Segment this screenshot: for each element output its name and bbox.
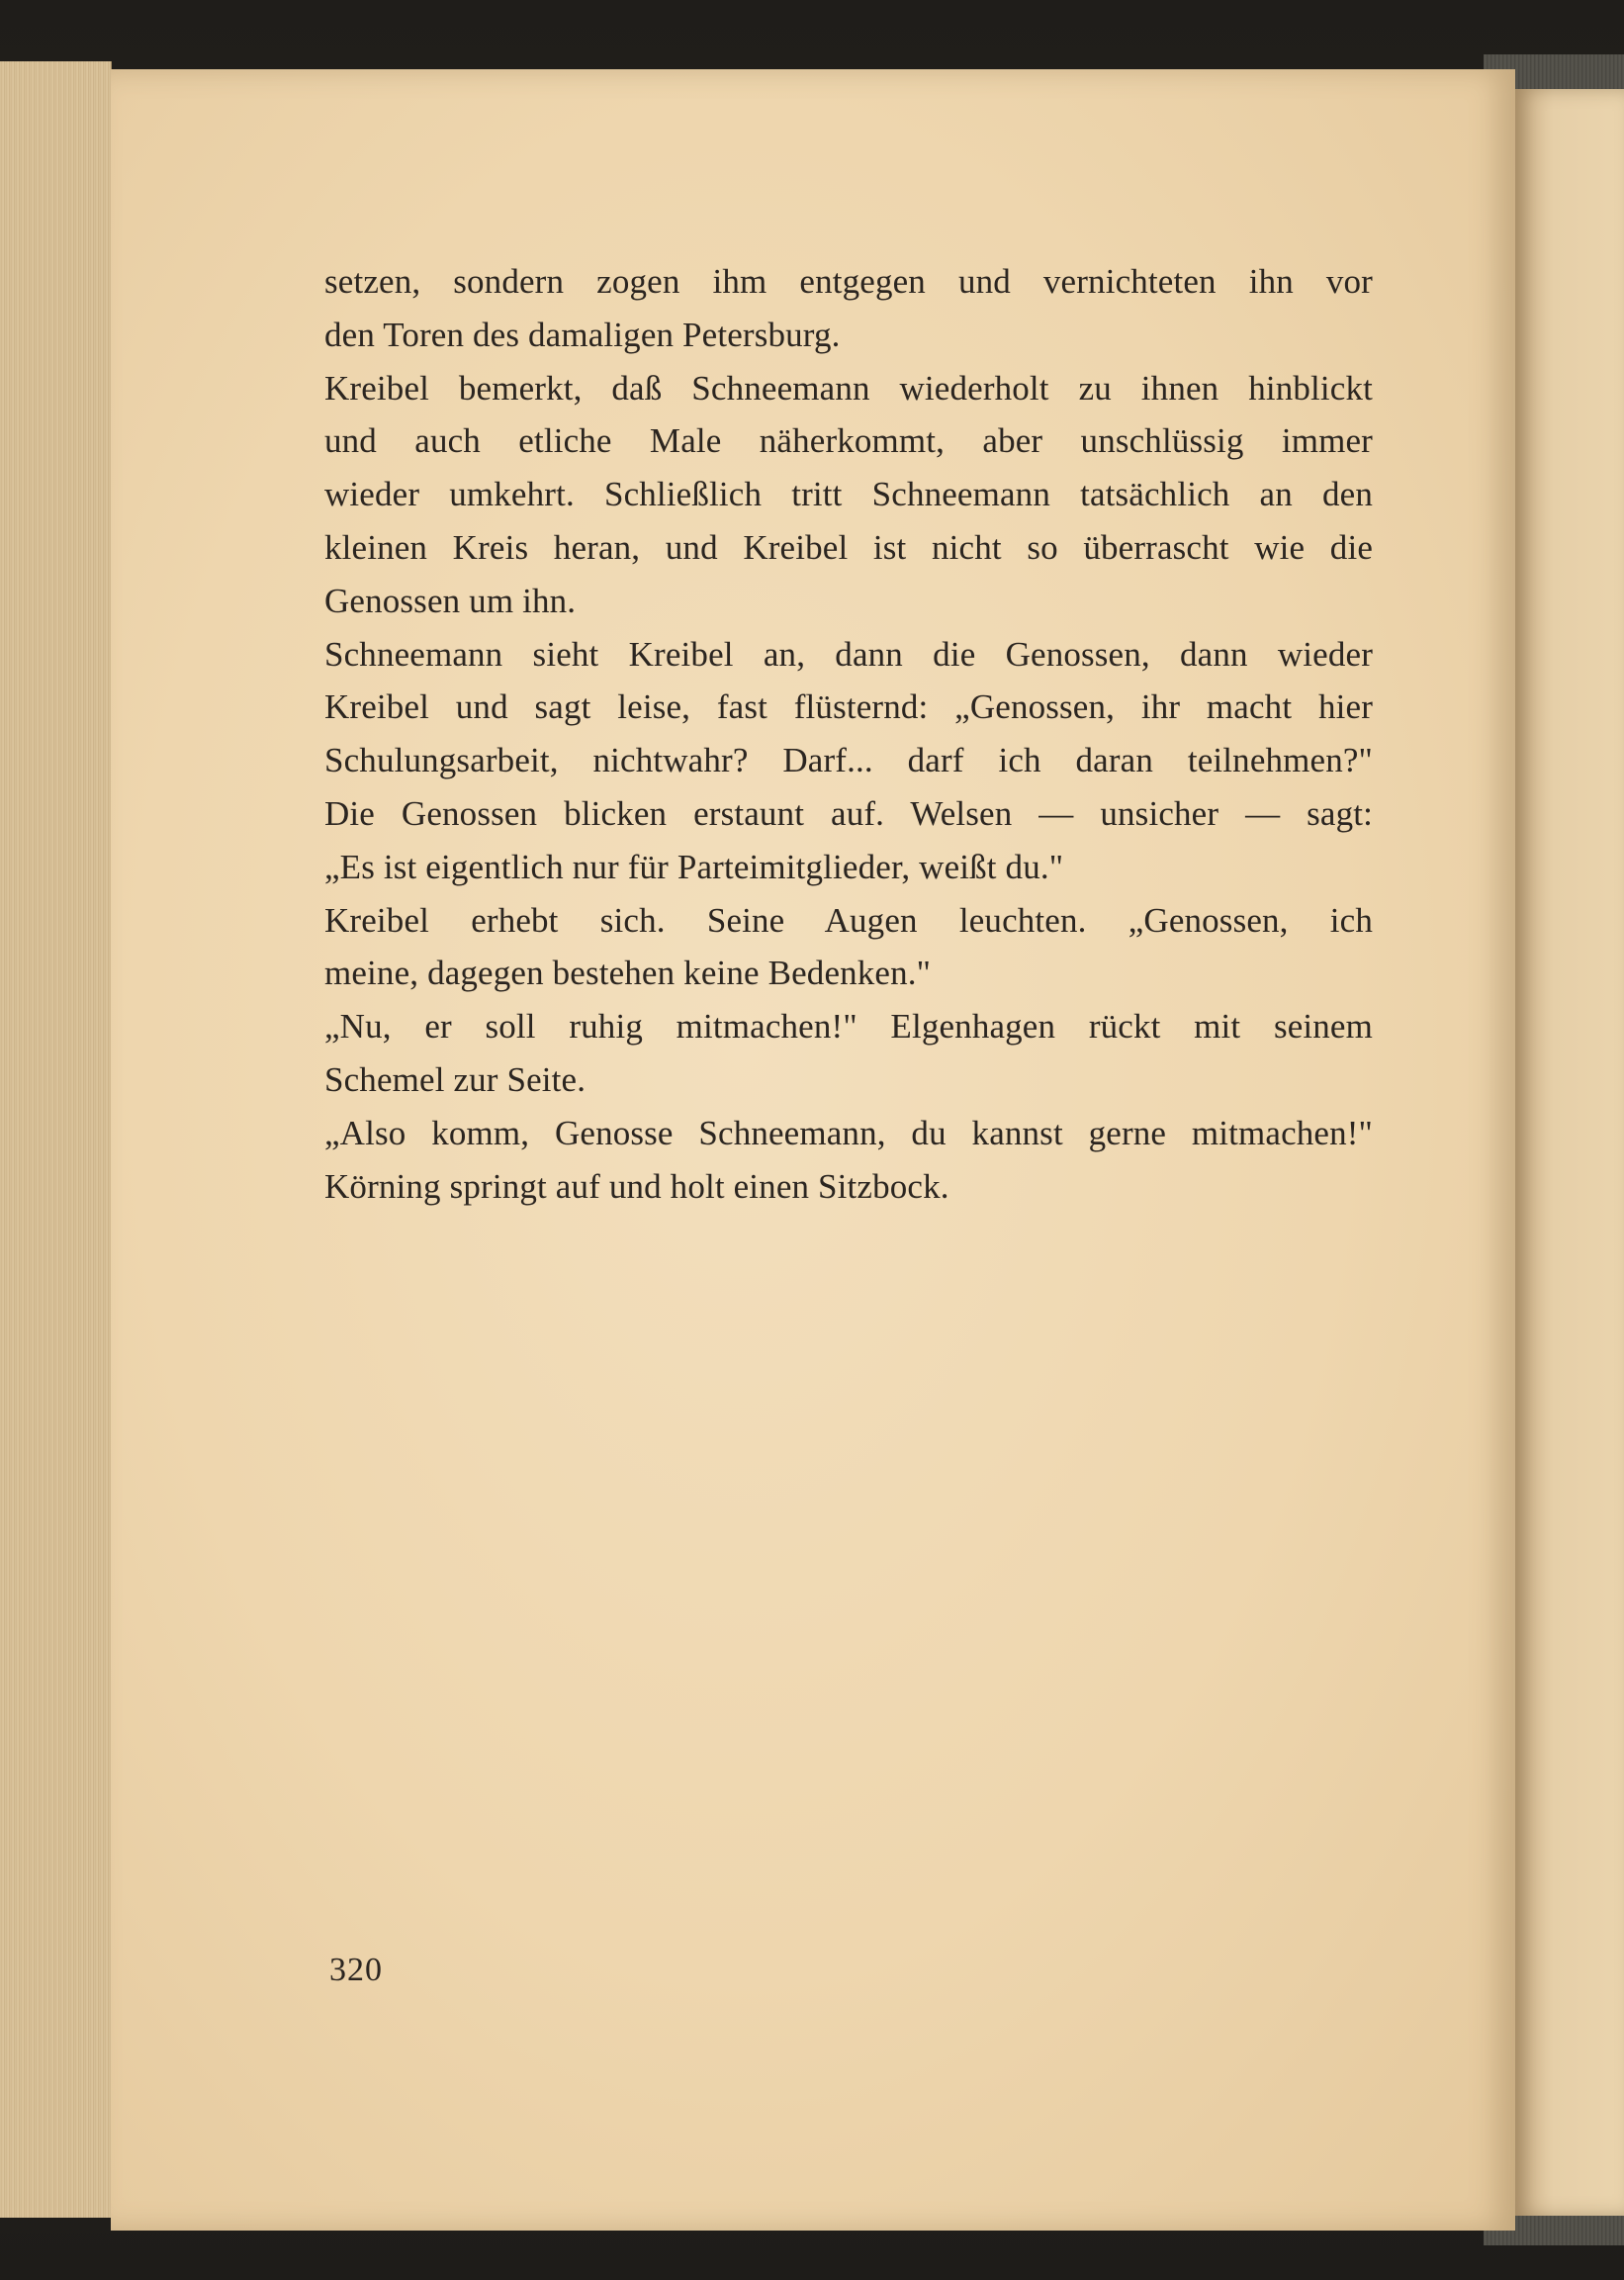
- text-line: Kreibel bemerkt, daß Schneemann wiederholt zu ihnen hinblickt: [324, 368, 1373, 408]
- text-line: meine, dagegen bestehen keine Bedenken.": [324, 954, 932, 993]
- text-line: kleinen Kreis heran, und Kreibel ist nicht so überrascht wie die: [324, 527, 1373, 567]
- text-line: Schulungsarbeit, nichtwahr? Darf... darf ich daran teilnehmen?": [324, 741, 1373, 780]
- text-line: Genossen um ihn.: [324, 581, 577, 620]
- text-line: Die Genossen blicken erstaunt auf. Welsen — unsicher — sagt:: [324, 793, 1373, 833]
- page-body-text: [324, 255, 1373, 1213]
- text-line: Schemel zur Seite.: [324, 1059, 586, 1099]
- text-line: setzen, sondern zogen ihm entgegen und vernichteten ihn vor: [324, 262, 1373, 301]
- text-line: „Es ist eigentlich nur für Parteimitglieder, weißt du.": [324, 847, 1064, 886]
- page-edges: [0, 61, 112, 2218]
- text-line: Körning springt auf und holt einen Sitzbock.: [324, 1166, 949, 1206]
- text-line: Schneemann sieht Kreibel an, dann die Genossen, dann wieder: [324, 634, 1373, 674]
- page-number: 320: [329, 1952, 383, 1988]
- text-line: den Toren des damaligen Petersburg.: [324, 315, 841, 354]
- text-line: Kreibel erhebt sich. Seine Augen leuchten. „Genossen, ich: [324, 900, 1373, 940]
- text-line: Kreibel und sagt leise, fast flüsternd: „Genossen, ihr macht hier: [324, 687, 1373, 727]
- text-line: „Also komm, Genosse Schneemann, du kannst gerne mitmachen!": [324, 1113, 1373, 1152]
- text-line: und auch etliche Male näherkommt, aber unschlüssig immer: [324, 421, 1373, 461]
- text-line: „Nu, er soll ruhig mitmachen!" Elgenhagen rückt mit seinem: [324, 1007, 1373, 1047]
- facing-page: [1515, 89, 1624, 2216]
- text-line: wieder umkehrt. Schließlich tritt Schneemann tatsächlich an den: [324, 475, 1373, 514]
